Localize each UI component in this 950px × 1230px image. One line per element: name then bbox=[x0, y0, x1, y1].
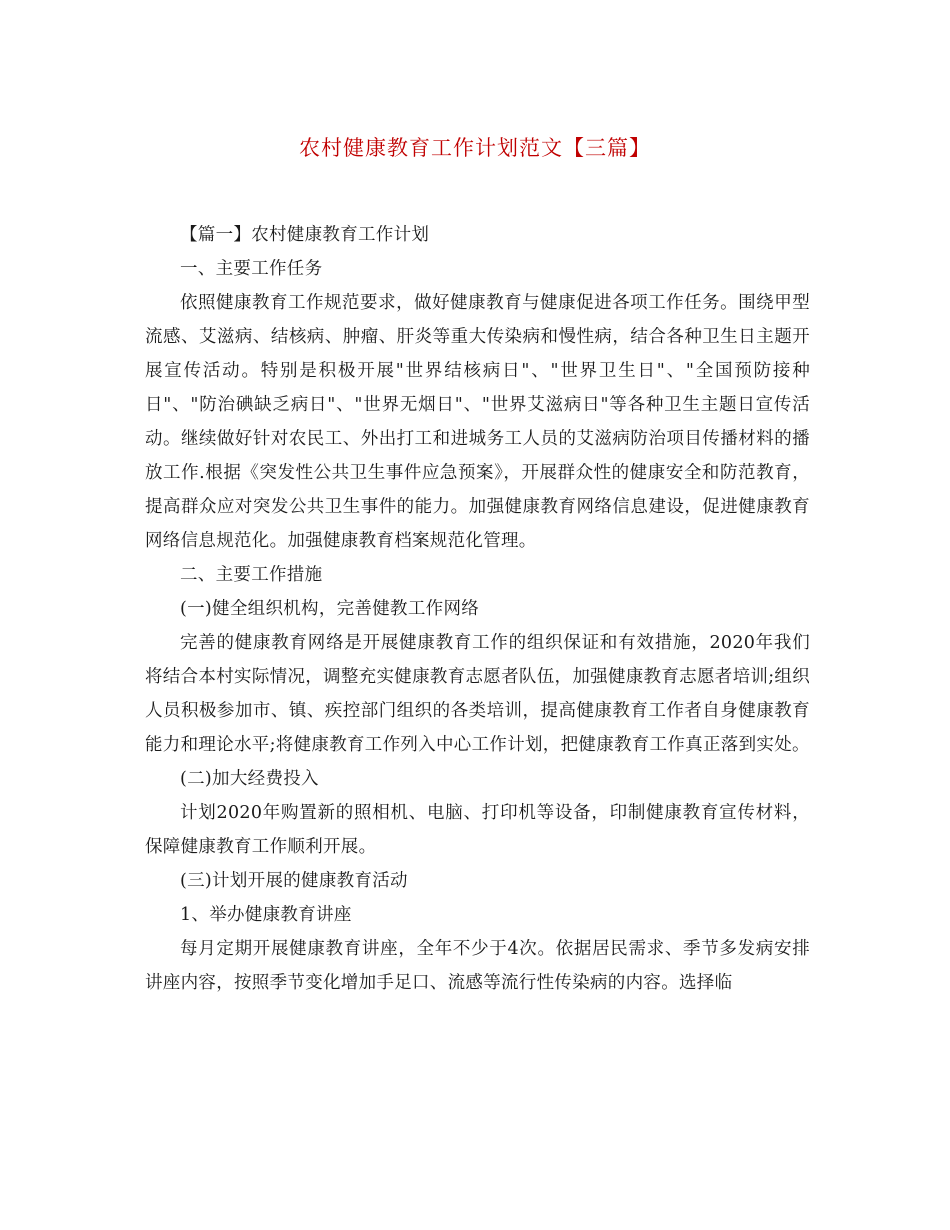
item-heading: (三)计划开展的健康教育活动 bbox=[180, 871, 408, 891]
body-paragraph: 计划2020年购置新的照相机、电脑、打印机等设备，印制健康教育宣传材料，保障健康教育工作顺利开展。 bbox=[145, 803, 810, 857]
document-title: 农村健康教育工作计划范文【三篇】 bbox=[299, 136, 651, 160]
document-body bbox=[145, 218, 810, 1000]
subsection-heading: 二、主要工作措施 bbox=[180, 565, 323, 585]
item-heading: (二)加大经费投入 bbox=[180, 769, 319, 789]
body-paragraph: 依照健康教育工作规范要求，做好健康教育与健康促进各项工作任务。围绕甲型流感、艾滋病、结核病、肿瘤、肝炎等重大传染病和慢性病，结合各种卫生日主题开展宣传活动。特别是积极开展"世界结核病日"、"世界卫生日"、"全国预防接种日"、"防治碘缺乏病日"、"世界无烟日"、"世界艾滋病日"等各种卫生主题日宣传活动。继续做好针对农民工、外出打工和进城务工人员的艾滋病防治项目传播材料的播放工作.根据《突发性公共卫生事件应急预案》，开展群众性的健康安全和防范教育，提高群众应对突发公共卫生事件的能力。加强健康教育网络信息建设，促进健康教育网络信息规范化。加强健康教育档案规范化管理。 bbox=[145, 293, 810, 551]
item-heading: (一)健全组织机构，完善健教工作网络 bbox=[180, 599, 480, 619]
body-paragraph: 每月定期开展健康教育讲座，全年不少于4次。依据居民需求、季节多发病安排讲座内容，按照季节变化增加手足口、流感等流行性传染病的内容。选择临 bbox=[145, 939, 810, 993]
section-heading: 【篇一】农村健康教育工作计划 bbox=[180, 225, 430, 245]
item-heading: 1、举办健康教育讲座 bbox=[180, 905, 352, 925]
body-paragraph: 完善的健康教育网络是开展健康教育工作的组织保证和有效措施，2020年我们将结合本村实际情况，调整充实健康教育志愿者队伍，加强健康教育志愿者培训;组织人员积极参加市、镇、疾控部门组织的各类培训，提高健康教育工作者自身健康教育能力和理论水平;将健康教育工作列入中心工作计划，把健康教育工作真正落到实处。 bbox=[145, 633, 810, 755]
subsection-heading: 一、主要工作任务 bbox=[180, 259, 323, 279]
